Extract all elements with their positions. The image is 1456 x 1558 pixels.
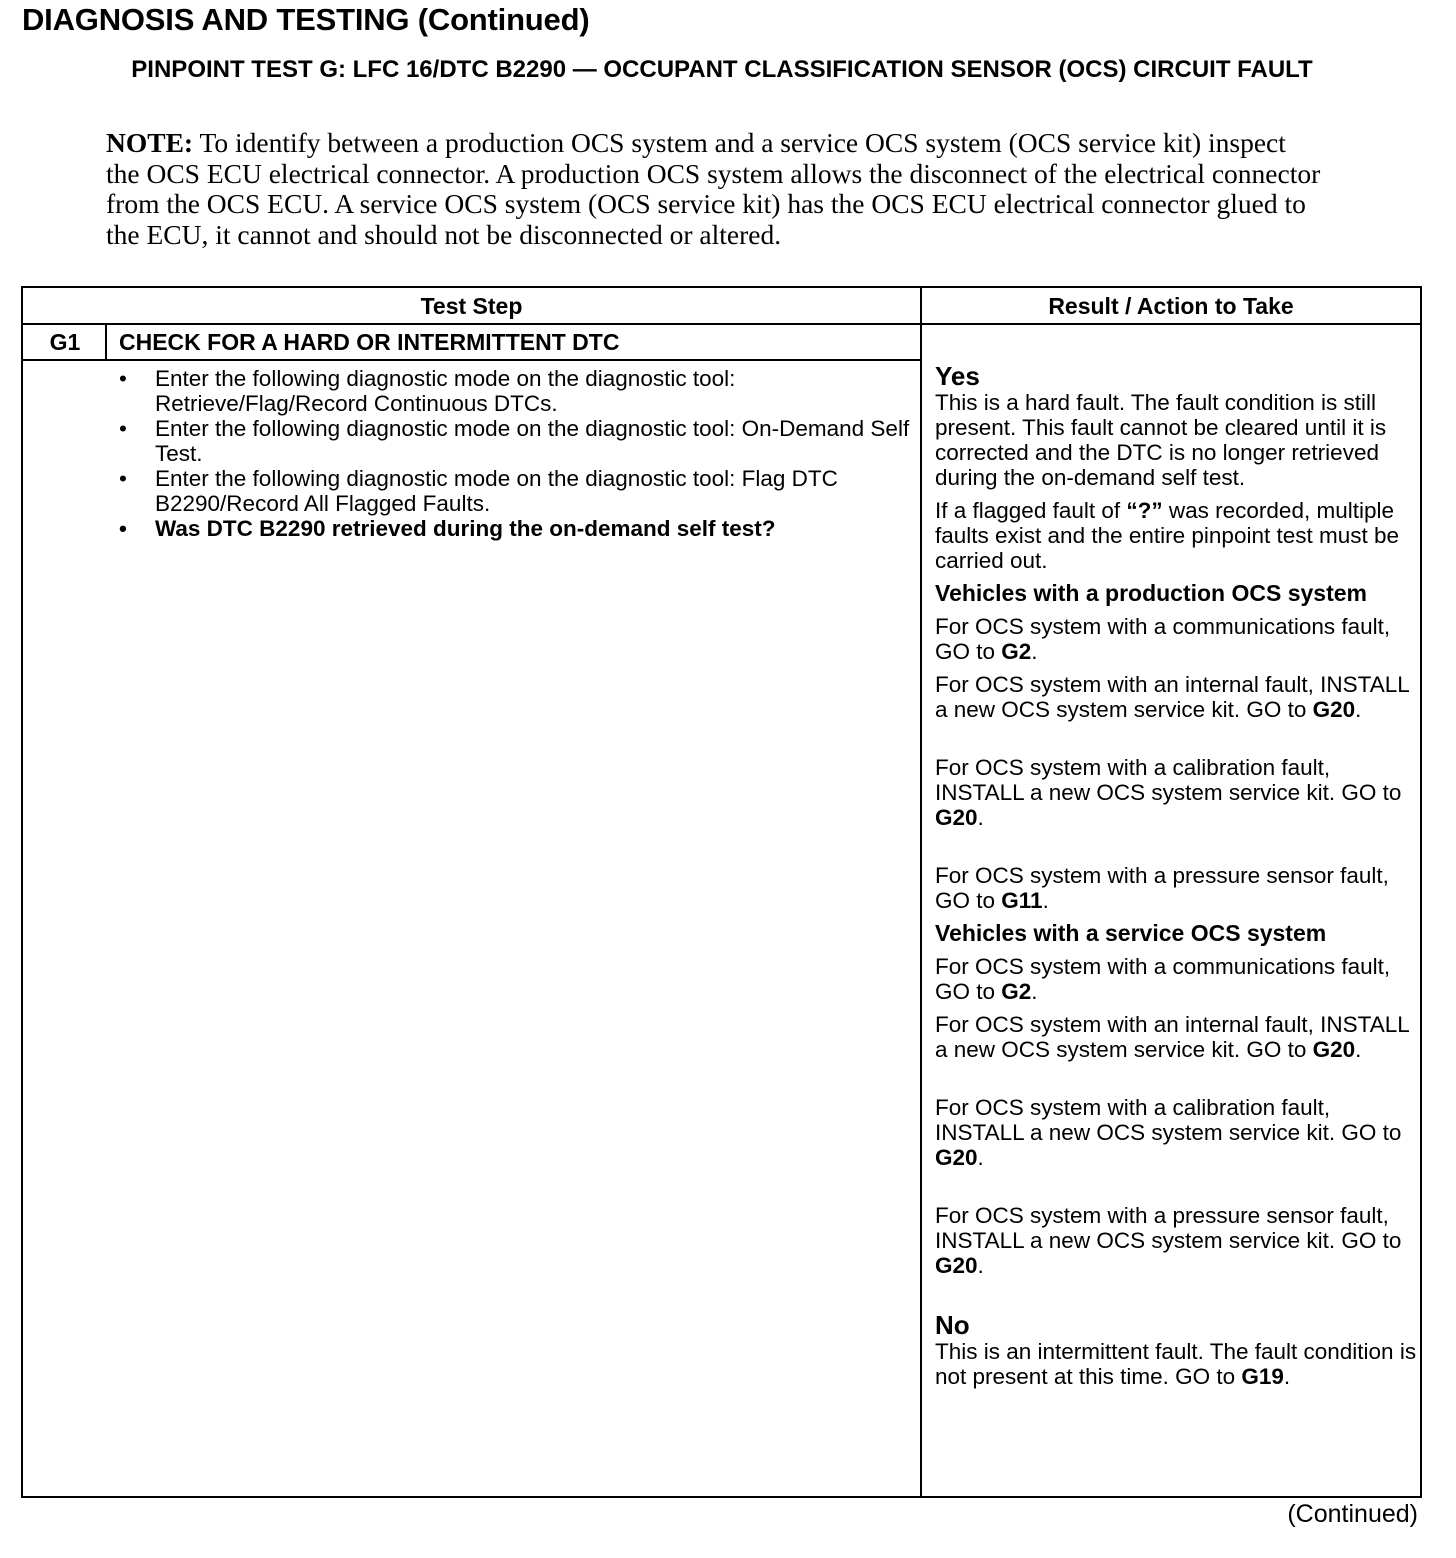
- no-label: No: [935, 1310, 970, 1340]
- test-title: PINPOINT TEST G: LFC 16/DTC B2290 — OCCUPANT CLASSIFICATION SENSOR (OCS) CIRCUIT FAULT: [131, 56, 1313, 83]
- header-test-step: Test Step: [420, 293, 523, 319]
- list-item: • Enter the following diagnostic mode on the diagnostic tool: Flag DTC B2290/Record All Flagged Faults.: [119, 466, 838, 516]
- production-calibration-fault: For OCS system with a calibration fault, INSTALL a new OCS system service kit. GO to G20.: [935, 755, 1402, 830]
- service-heading: Vehicles with a service OCS system: [935, 920, 1327, 946]
- flagged-fault-note: If a flagged fault of “?” was recorded, multiple faults exist and the entire pinpoint test must be carried out.: [935, 498, 1400, 573]
- service-calibration-fault: For OCS system with a calibration fault, INSTALL a new OCS system service kit. GO to G20.: [935, 1095, 1402, 1170]
- bullet: •: [119, 466, 127, 491]
- header-result-action: Result / Action to Take: [1048, 293, 1294, 319]
- note-label: NOTE:: [106, 127, 194, 158]
- production-pressure-fault: For OCS system with a pressure sensor fault, GO to G11.: [935, 863, 1389, 913]
- production-comm-fault: For OCS system with a communications fault, GO to G2.: [935, 614, 1391, 664]
- list-item: • Enter the following diagnostic mode on the diagnostic tool: Retrieve/Flag/Record Continuous DTCs.: [119, 366, 736, 416]
- column-divider: [920, 288, 922, 1496]
- bullet: •: [119, 516, 127, 541]
- service-internal-fault: For OCS system with an internal fault, INSTALL a new OCS system service kit. GO to G20.: [935, 1012, 1409, 1062]
- bullet: •: [119, 416, 127, 441]
- no-description: This is an intermittent fault. The fault condition is not present at this time. GO to G19.: [935, 1339, 1417, 1389]
- pinpoint-test-table: [21, 286, 1422, 1498]
- step-id: G1: [49, 329, 81, 355]
- result-actions: [935, 362, 1419, 1389]
- yes-label: Yes: [935, 361, 980, 391]
- production-heading: Vehicles with a production OCS system: [935, 580, 1368, 606]
- list-item-question: • Was DTC B2290 retrieved during the on-demand self test?: [119, 516, 776, 541]
- yes-description: This is a hard fault. The fault condition is still present. This fault cannot be cleared until it is corrected and the DTC is no longer retrieved during the on-demand self test.: [935, 390, 1387, 490]
- note-paragraph: [106, 128, 1326, 250]
- list-item: • Enter the following diagnostic mode on the diagnostic tool: On-Demand Self Test.: [119, 416, 910, 466]
- continued-label: (Continued): [1287, 1500, 1418, 1528]
- bullet: •: [119, 366, 127, 391]
- service-comm-fault: For OCS system with a communications fault, GO to G2.: [935, 954, 1391, 1004]
- step-title: CHECK FOR A HARD OR INTERMITTENT DTC: [119, 329, 620, 355]
- page-heading: DIAGNOSIS AND TESTING (Continued): [22, 2, 590, 37]
- note-text: To identify between a production OCS system and a service OCS system (OCS service kit) inspect the OCS ECU electrical connector. A production OCS system allows the disconnect of the electrical connector from the OCS ECU. A service OCS system (OCS service kit) has the OCS ECU electrical connector glued to the ECU, it cannot and should not be disconnected or altered.: [106, 127, 1321, 250]
- step-instructions: [115, 366, 915, 541]
- service-pressure-fault: For OCS system with a pressure sensor fault, INSTALL a new OCS system service kit. GO to G20.: [935, 1203, 1402, 1278]
- production-internal-fault: For OCS system with an internal fault, INSTALL a new OCS system service kit. GO to G20.: [935, 672, 1409, 722]
